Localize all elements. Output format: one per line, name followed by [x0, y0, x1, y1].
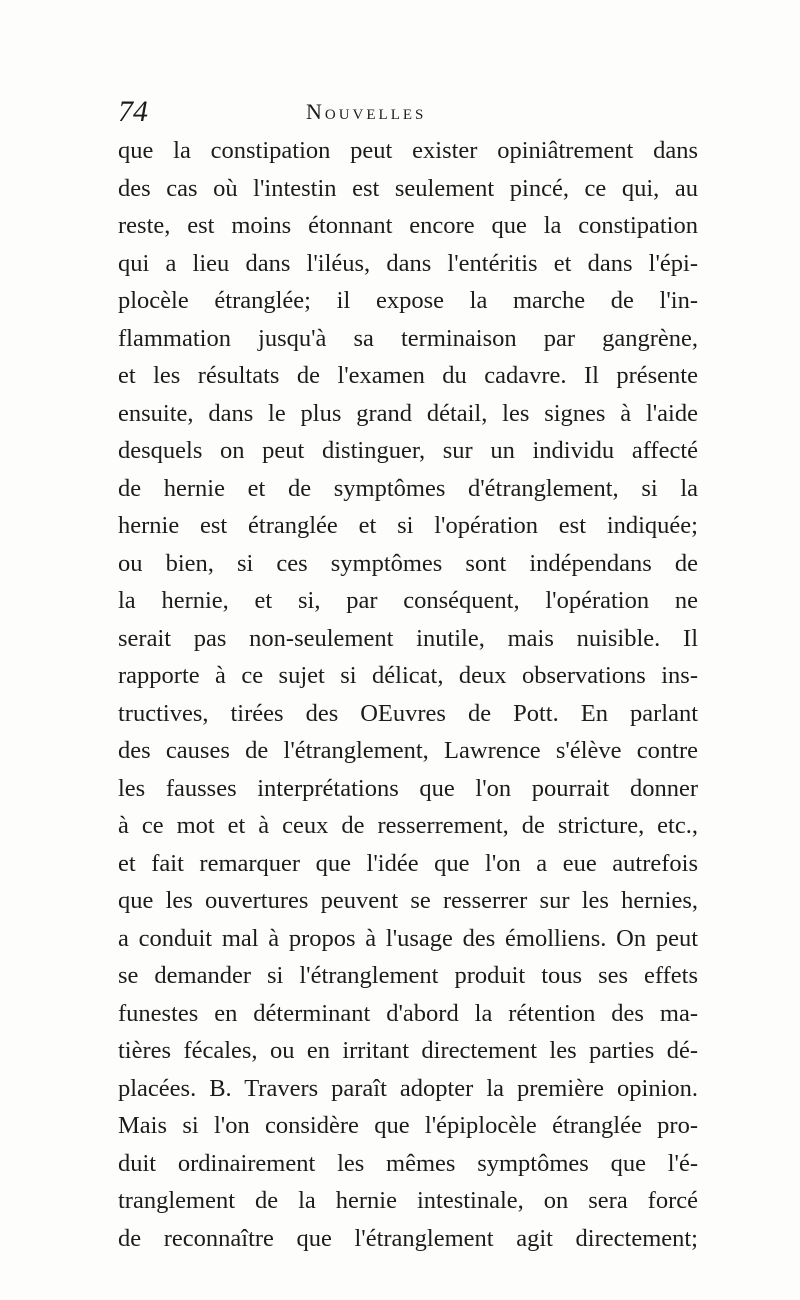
text-line: des causes de l'étranglement, Lawrence s'élève contre	[118, 737, 698, 764]
text-line: tranglement de la hernie intestinale, on sera forcé	[118, 1187, 698, 1214]
text-line: tières fécales, ou en irritant directement les parties dé-	[118, 1037, 698, 1064]
text-line: de reconnaître que l'étranglement agit directement;	[118, 1224, 698, 1252]
page-number: 74	[118, 95, 148, 128]
text-line: et les résultats de l'examen du cadavre. Il présente	[118, 362, 698, 389]
text-line: Mais si l'on considère que l'épiplocèle étranglée pro-	[118, 1112, 698, 1139]
text-line: des cas où l'intestin est seulement pincé, ce qui, au	[118, 174, 698, 202]
text-line: flammation jusqu'à sa terminaison par gangrène,	[118, 324, 698, 352]
text-line: serait pas non-seulement inutile, mais nuisible. Il	[118, 624, 698, 652]
running-title: Nouvelles	[306, 99, 427, 124]
text-line: ensuite, dans le plus grand détail, les signes à l'aide	[118, 399, 698, 427]
text-line: qui a lieu dans l'iléus, dans l'entéritis et dans l'épi-	[118, 249, 698, 277]
text-line: que les ouvertures peuvent se resserrer sur les hernies,	[118, 887, 698, 914]
text-line: funestes en déterminant d'abord la rétention des ma-	[118, 999, 698, 1027]
text-line: la hernie, et si, par conséquent, l'opération ne	[118, 587, 698, 614]
text-line: ou bien, si ces symptômes sont indépendans de	[118, 549, 698, 577]
text-line: se demander si l'étranglement produit tous ses effets	[118, 962, 698, 989]
body-text	[118, 132, 698, 1257]
text-line: duit ordinairement les mêmes symptômes que l'é-	[118, 1149, 698, 1177]
text-line: reste, est moins étonnant encore que la constipation	[118, 212, 698, 239]
text-line: de hernie et de symptômes d'étranglement, si la	[118, 474, 698, 502]
text-line: desquels on peut distinguer, sur un individu affecté	[118, 437, 698, 464]
text-line: tructives, tirées des OEuvres de Pott. En parlant	[118, 699, 698, 727]
text-line: placées. B. Travers paraît adopter la première opinion.	[118, 1074, 698, 1102]
text-line: et fait remarquer que l'idée que l'on a eue autrefois	[118, 849, 698, 877]
text-line: rapporte à ce sujet si délicat, deux observations ins-	[118, 662, 698, 689]
text-line: à ce mot et à ceux de resserrement, de stricture, etc.,	[118, 812, 698, 839]
text-line: les fausses interprétations que l'on pourrait donner	[118, 774, 698, 802]
page-header	[118, 92, 698, 132]
text-line: plocèle étranglée; il expose la marche de l'in-	[118, 287, 698, 314]
text-line: que la constipation peut exister opiniâtrement dans	[118, 137, 698, 164]
text-line: a conduit mal à propos à l'usage des émolliens. On peut	[118, 924, 698, 952]
text-line: hernie est étranglée et si l'opération est indiquée;	[118, 512, 698, 539]
